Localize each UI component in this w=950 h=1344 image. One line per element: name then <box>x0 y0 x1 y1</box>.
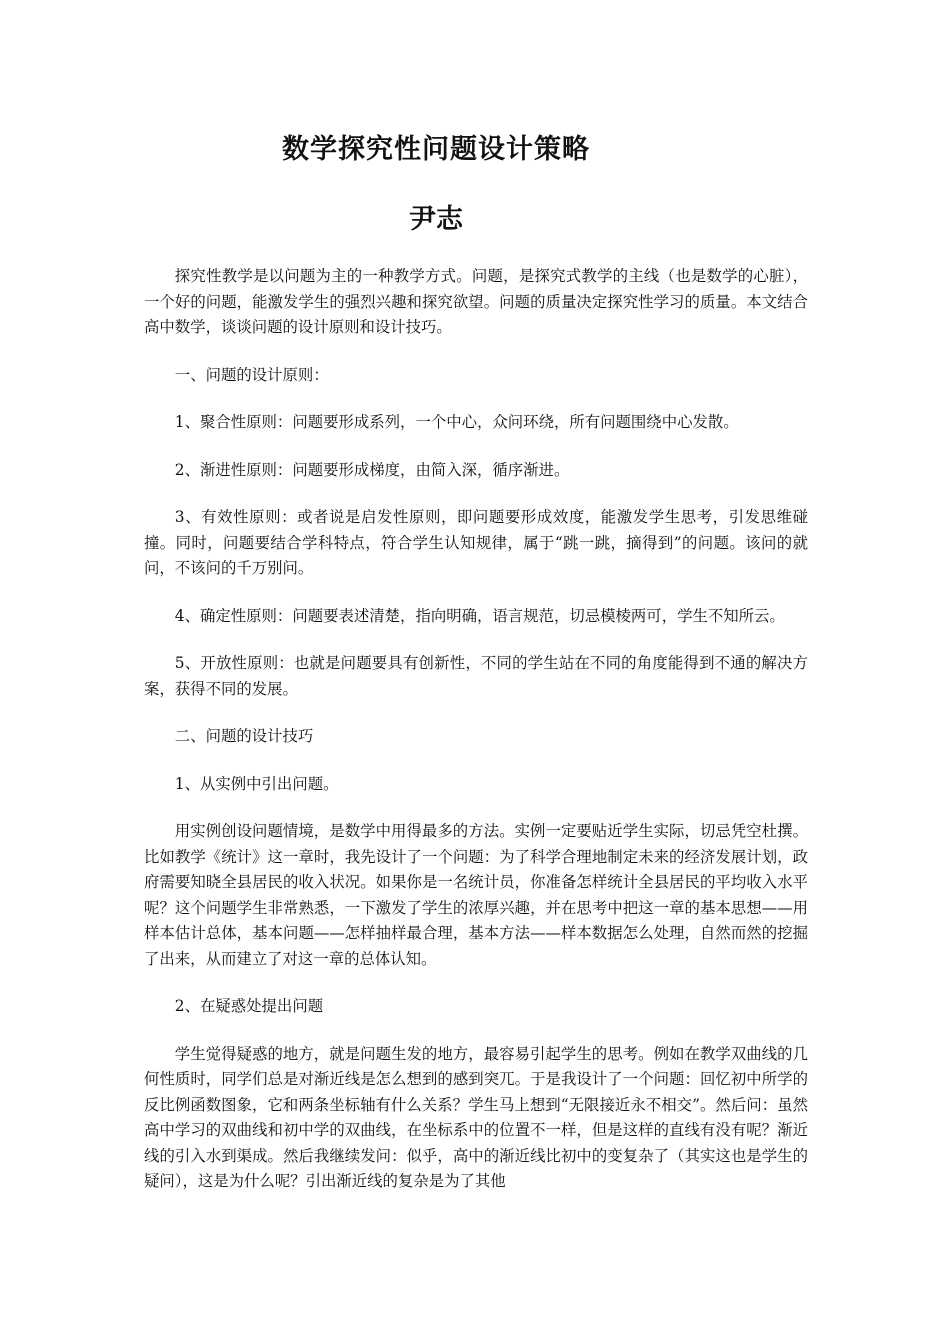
technique-heading: 1、从实例中引出问题。 <box>174 774 339 793</box>
section-heading-techniques: 二、问题的设计技巧 <box>174 727 314 745</box>
body-paragraph: 用实例创设问题情境，是数学中用得最多的方法。实例一定要贴近学生实际，切忌凭空杜撰。比如教学《统计》这一章时，我先设计了一个问题：为了科学合理地制定未来的经济发展计划，政府需要知晓全县居民的收入状况。如果你是一名统计员，你准备怎样统计全县居民的平均收入水平呢？这个问题学生非常熟悉，一下激发了学生的浓厚兴趣，并在思考中把这一章的基本思想——用样本估计总体，基本问题——怎样抽样最合理，基本方法——样本数据怎么处理，自然而然的挖掘了出来，从而建立了对这一章的总体认知。 <box>144 822 808 968</box>
document-body <box>144 264 808 1217</box>
principle-paragraph: 1、聚合性原则：问题要形成系列，一个中心，众问环绕，所有问题围绕中心发散。 <box>174 413 739 431</box>
principle-paragraph: 4、确定性原则：问题要表述清楚，指向明确，语言规范，切忌模棱两可，学生不知所云。 <box>174 606 785 625</box>
principle-paragraph: 3、有效性原则：或者说是启发性原则，即问题要形成效度，能激发学生思考，引发思维碰撞。同时，问题要结合学科特点，符合学生认知规律，属于“跳一跳，摘得到”的问题。该问的就问，不该问的千万别问。 <box>144 508 808 577</box>
body-paragraph: 学生觉得疑惑的地方，就是问题生发的地方，最容易引起学生的思考。例如在教学双曲线的几何性质时，同学们总是对渐近线是怎么想到的感到突兀。于是我设计了一个问题：回忆初中所学的反比例函数图象，它和两条坐标轴有什么关系？学生马上想到“无限接近永不相交”。然后问：虽然高中学习的双曲线和初中学的双曲线，在坐标系中的位置不一样，但是这样的直线有没有呢？渐近线的引入水到渠成。然后我继续发问：似乎，高中的渐近线比初中的变复杂了（其实这也是学生的疑问），这是为什么呢？引出渐近线的复杂是为了其他 <box>144 1044 808 1190</box>
technique-heading: 2、在疑惑处提出问题 <box>174 997 324 1015</box>
section-heading-principles: 一、问题的设计原则： <box>174 365 329 384</box>
document-author: 尹志 <box>409 204 463 235</box>
principle-paragraph: 2、渐进性原则：问题要形成梯度，由简入深，循序渐进。 <box>174 460 570 479</box>
document-title: 数学探究性问题设计策略 <box>282 134 590 165</box>
intro-paragraph: 探究性教学是以问题为主的一种教学方式。问题，是探究式教学的主线（也是数学的心脏），一个好的问题，能激发学生的强烈兴趣和探究欲望。问题的质量决定探究性学习的质量。本文结合高中数学，谈谈问题的设计原则和设计技巧。 <box>144 267 808 336</box>
principle-paragraph: 5、开放性原则：也就是问题要具有创新性，不同的学生站在不同的角度能得到不通的解决方案，获得不同的发展。 <box>144 654 808 698</box>
